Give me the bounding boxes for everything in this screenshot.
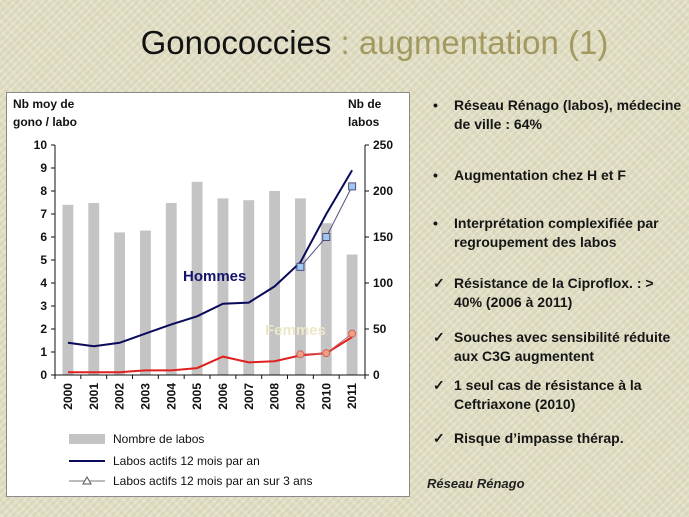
x-axis-tick-label: 2008 <box>267 383 282 410</box>
left-axis-tick-label: 0 <box>40 368 47 382</box>
right-axis-tick-label: 200 <box>373 184 394 198</box>
bullet-text: Souches avec sensibilité réduite aux C3G augmentent <box>454 329 671 364</box>
bullet-item <box>430 214 685 252</box>
bullet-item <box>430 274 685 312</box>
right-axis-title: Nb de <box>348 97 382 111</box>
bullet-dot-icon: • <box>433 167 438 183</box>
bullet-text: Augmentation chez H et F <box>454 167 626 183</box>
bullet-dot-icon: • <box>433 215 438 231</box>
bar-nombre-labos <box>62 205 73 375</box>
x-axis-tick-label: 2000 <box>60 383 75 410</box>
bar-nombre-labos <box>243 200 254 375</box>
series-line-hommes <box>68 170 352 346</box>
bullet-item <box>430 166 685 185</box>
right-axis-tick-label: 150 <box>373 230 394 244</box>
right-axis-title: labos <box>348 115 380 129</box>
legend-label: Nombre de labos <box>113 432 205 446</box>
left-axis-tick-label: 10 <box>33 138 47 152</box>
slide-title-main: Gonococcies <box>140 24 332 61</box>
x-axis-tick-label: 2003 <box>138 383 153 410</box>
x-axis-tick-label: 2004 <box>164 383 179 410</box>
gonococcies-chart <box>6 92 410 497</box>
series-point-femmes <box>349 330 356 337</box>
x-axis-tick-label: 2009 <box>293 383 308 410</box>
bullet-item <box>430 96 685 134</box>
x-axis-tick-label: 2010 <box>319 383 334 410</box>
bar-nombre-labos <box>295 198 306 375</box>
bullet-text: Risque d’impasse thérap. <box>454 430 624 446</box>
series-point-femmes <box>323 350 330 357</box>
left-axis-title: Nb moy de <box>13 97 75 111</box>
bar-nombre-labos <box>347 254 358 375</box>
legend-label: Labos actifs 12 mois par an <box>113 454 260 468</box>
x-axis-tick-label: 2002 <box>112 383 127 410</box>
slide-title <box>0 24 689 62</box>
x-axis-tick-label: 2011 <box>345 383 360 410</box>
left-axis-tick-label: 5 <box>40 253 47 267</box>
bullet-text: Résistance de la Ciproflox. : > 40% (2006 à 2011) <box>454 275 654 310</box>
slide-title-sub: : augmentation (1) <box>331 24 609 61</box>
x-axis-tick-label: 2005 <box>190 383 205 410</box>
left-axis-tick-label: 4 <box>40 276 47 290</box>
series-point-hommes <box>297 263 304 270</box>
left-axis-tick-label: 3 <box>40 299 47 313</box>
right-axis-tick-label: 50 <box>373 322 387 336</box>
checkmark-icon: ✓ <box>433 329 445 345</box>
series-point-hommes <box>349 183 356 190</box>
chart-canvas <box>7 93 411 498</box>
right-axis-tick-label: 250 <box>373 138 394 152</box>
annotation-hommes: Hommes <box>183 268 247 285</box>
bar-nombre-labos <box>166 203 177 375</box>
bar-nombre-labos <box>88 203 99 375</box>
series-line-femmes <box>68 337 352 372</box>
left-axis-tick-label: 9 <box>40 161 47 175</box>
bullet-text: Interprétation complexifiée par regroupement des labos <box>454 215 659 250</box>
x-axis-tick-label: 2001 <box>86 383 101 410</box>
bullet-text: 1 seul cas de résistance à la Ceftriaxone (2010) <box>454 377 642 412</box>
bar-nombre-labos <box>140 231 151 375</box>
checkmark-icon: ✓ <box>433 430 445 446</box>
checkmark-icon: ✓ <box>433 377 445 393</box>
left-axis-tick-label: 2 <box>40 322 47 336</box>
left-axis-tick-label: 1 <box>40 345 47 359</box>
left-axis-title: gono / labo <box>13 115 77 129</box>
source-caption: Réseau Rénago <box>427 476 525 491</box>
legend-swatch-bar <box>69 434 105 444</box>
right-axis-tick-label: 0 <box>373 368 380 382</box>
annotation-femmes: Femmes <box>265 322 326 339</box>
left-axis-tick-label: 7 <box>40 207 47 221</box>
x-axis-tick-label: 2007 <box>241 383 256 410</box>
left-axis-tick-label: 8 <box>40 184 47 198</box>
left-axis-tick-label: 6 <box>40 230 47 244</box>
checkmark-icon: ✓ <box>433 275 445 291</box>
right-axis-tick-label: 100 <box>373 276 394 290</box>
bullet-dot-icon: • <box>433 97 438 113</box>
bar-nombre-labos <box>114 232 125 375</box>
bullet-text: Réseau Rénago (labos), médecine de ville : 64% <box>454 97 682 132</box>
x-axis-tick-label: 2006 <box>215 383 230 410</box>
series-point-hommes <box>323 234 330 241</box>
bullet-item <box>430 429 685 448</box>
bullet-item <box>430 376 685 414</box>
legend-label: Labos actifs 12 mois par an sur 3 ans <box>113 474 313 488</box>
bullet-item <box>430 328 685 366</box>
bar-nombre-labos <box>217 198 228 375</box>
series-point-femmes <box>297 351 304 358</box>
